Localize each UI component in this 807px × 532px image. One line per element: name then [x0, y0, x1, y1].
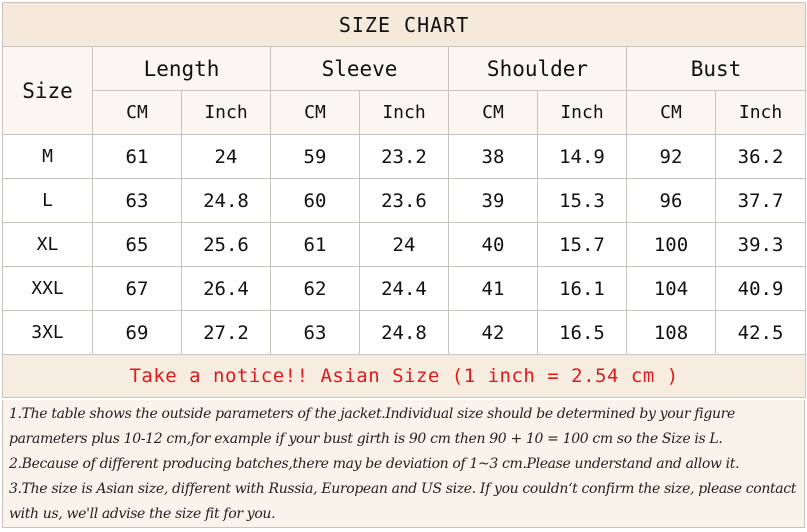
size-label: XXL: [3, 267, 93, 311]
note-1: 1.The table shows the outside parameters of the jacket.Individual size should be determined by your figure parameters plus 10-12 cm,for example if your bust girth is 90 cm then 90 + 10 = 100 cm so the Size is L.: [9, 406, 735, 447]
table-row: [3, 267, 806, 311]
cell-bust-inch: 36.2: [716, 135, 806, 179]
cell-bust-inch: 40.9: [716, 267, 806, 311]
cell-length-cm: 61: [93, 135, 182, 179]
cell-bust-inch: 39.3: [716, 223, 806, 267]
note-3: 3.The size is Asian size, different with Russia, European and US size. If you couldn‘t confirm the size, please contact with us, we'll advise the size fit for you.: [9, 481, 797, 522]
cell-length-inch: 24: [182, 135, 271, 179]
cell-shoulder-cm: 40: [449, 223, 538, 267]
cell-length-cm: 65: [93, 223, 182, 267]
cell-bust-cm: 104: [627, 267, 716, 311]
cell-length-inch: 25.6: [182, 223, 271, 267]
cell-shoulder-cm: 38: [449, 135, 538, 179]
unit-header-row: [3, 91, 806, 135]
unit-header-sleeve-inch: Inch: [360, 91, 449, 135]
cell-sleeve-cm: 61: [271, 223, 360, 267]
unit-header-shoulder-inch: Inch: [538, 91, 627, 135]
size-label: XL: [3, 223, 93, 267]
cell-sleeve-cm: 59: [271, 135, 360, 179]
cell-sleeve-cm: 60: [271, 179, 360, 223]
unit-header-bust-inch: Inch: [716, 91, 806, 135]
unit-header-bust-cm: CM: [627, 91, 716, 135]
size-column-header: Size: [3, 47, 93, 135]
table-row: [3, 179, 806, 223]
cell-bust-cm: 96: [627, 179, 716, 223]
size-table: [2, 2, 806, 398]
cell-length-inch: 27.2: [182, 311, 271, 355]
cell-sleeve-inch: 23.2: [360, 135, 449, 179]
unit-header-shoulder-cm: CM: [449, 91, 538, 135]
cell-bust-cm: 100: [627, 223, 716, 267]
size-label: L: [3, 179, 93, 223]
unit-header-length-cm: CM: [93, 91, 182, 135]
cell-bust-cm: 108: [627, 311, 716, 355]
cell-length-inch: 24.8: [182, 179, 271, 223]
cell-sleeve-cm: 62: [271, 267, 360, 311]
cell-length-cm: 63: [93, 179, 182, 223]
cell-sleeve-inch: 24.8: [360, 311, 449, 355]
note-2: 2.Because of different producing batches,there may be deviation of 1~3 cm.Please understand and allow it.: [9, 456, 740, 472]
cell-length-inch: 26.4: [182, 267, 271, 311]
cell-bust-cm: 92: [627, 135, 716, 179]
cell-shoulder-inch: 15.7: [538, 223, 627, 267]
group-header-sleeve: Sleeve: [271, 47, 449, 91]
cell-bust-inch: 37.7: [716, 179, 806, 223]
size-chart: [0, 2, 807, 532]
cell-sleeve-inch: 24.4: [360, 267, 449, 311]
group-header-row: [3, 47, 806, 91]
group-header-bust: Bust: [627, 47, 806, 91]
notice-text: Take a notice!! Asian Size (1 inch = 2.54 cm ): [3, 355, 806, 398]
table-row: [3, 311, 806, 355]
cell-shoulder-inch: 16.5: [538, 311, 627, 355]
title-row: [3, 3, 806, 47]
unit-header-sleeve-cm: CM: [271, 91, 360, 135]
size-label: M: [3, 135, 93, 179]
group-header-length: Length: [93, 47, 271, 91]
cell-shoulder-cm: 41: [449, 267, 538, 311]
cell-bust-inch: 42.5: [716, 311, 806, 355]
cell-sleeve-inch: 23.6: [360, 179, 449, 223]
table-row: [3, 135, 806, 179]
group-header-shoulder: Shoulder: [449, 47, 627, 91]
cell-sleeve-cm: 63: [271, 311, 360, 355]
cell-shoulder-cm: 39: [449, 179, 538, 223]
unit-header-length-inch: Inch: [182, 91, 271, 135]
cell-shoulder-inch: 14.9: [538, 135, 627, 179]
cell-length-cm: 69: [93, 311, 182, 355]
table-row: [3, 223, 806, 267]
cell-shoulder-cm: 42: [449, 311, 538, 355]
cell-sleeve-inch: 24: [360, 223, 449, 267]
cell-shoulder-inch: 16.1: [538, 267, 627, 311]
cell-shoulder-inch: 15.3: [538, 179, 627, 223]
cell-length-cm: 67: [93, 267, 182, 311]
chart-title: SIZE CHART: [3, 3, 806, 47]
size-label: 3XL: [3, 311, 93, 355]
notice-row: [3, 355, 806, 398]
notes-box: [2, 400, 805, 528]
